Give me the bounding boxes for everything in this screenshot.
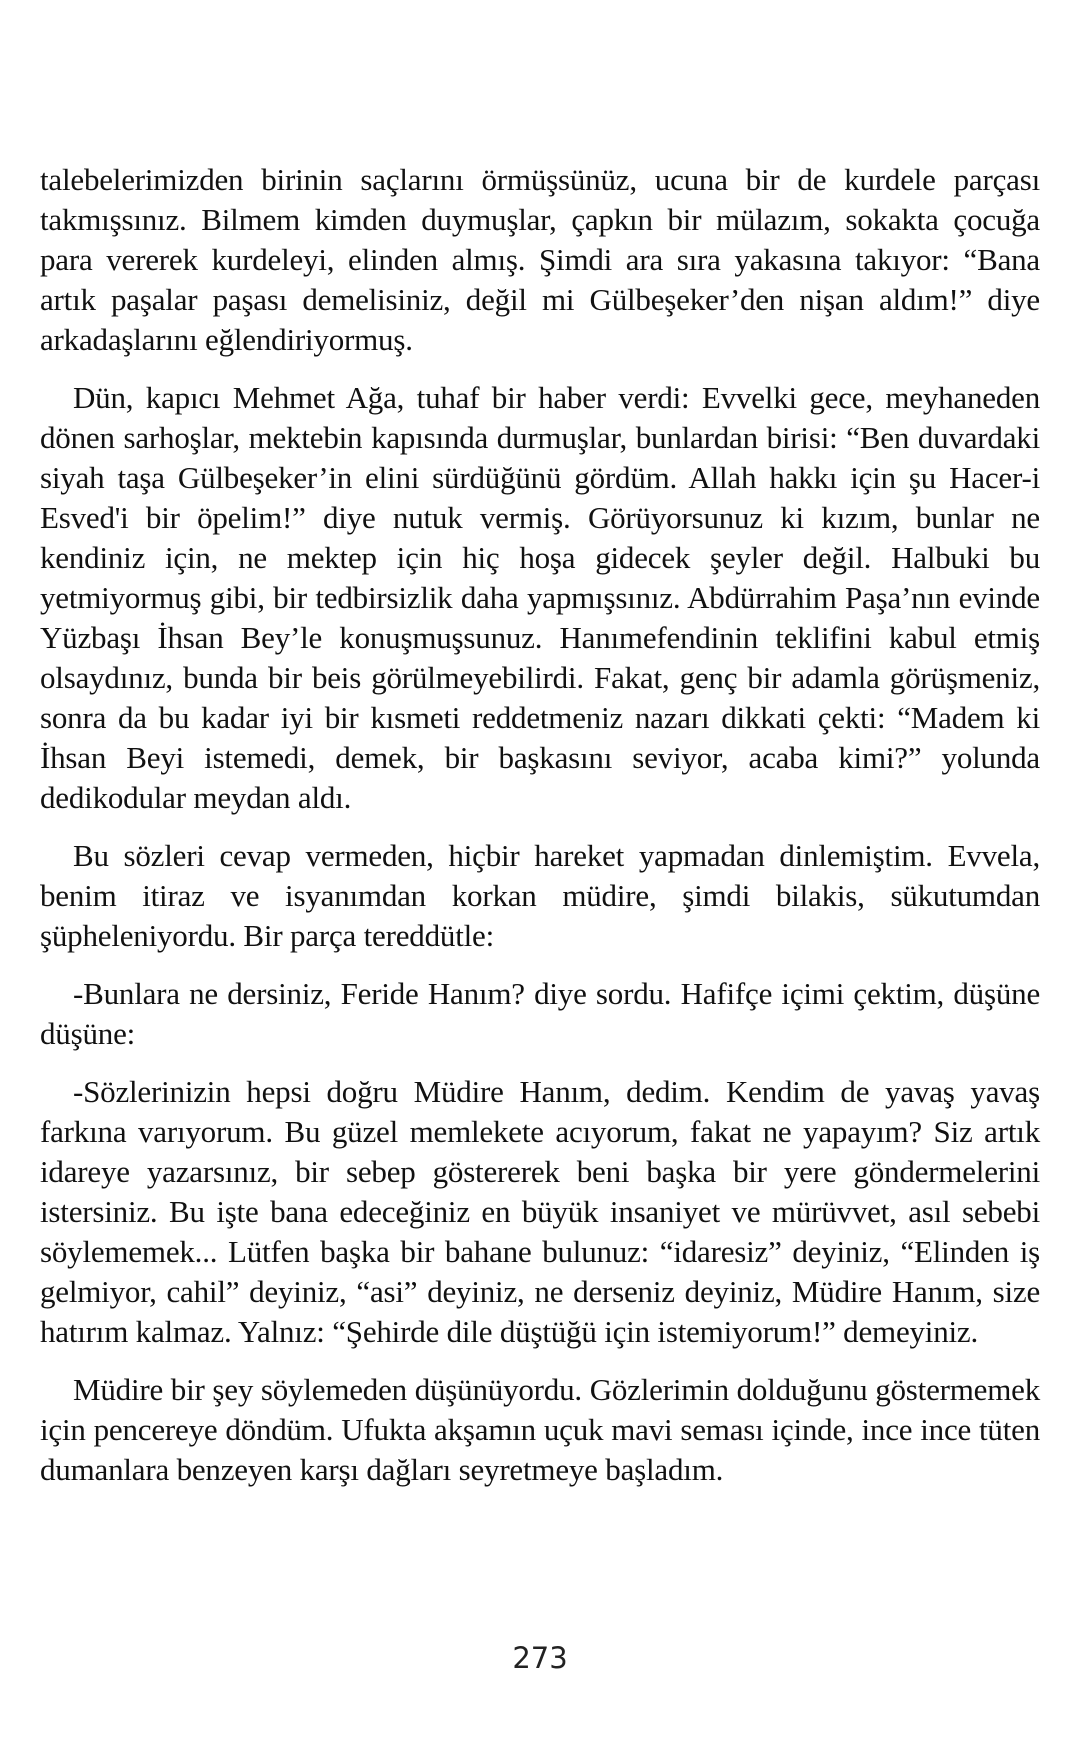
paragraph-listening: Bu sözleri cevap vermeden, hiçbir hareket yapmadan dinlemiştim. Evvela, benim itiraz ve isyanımdan korkan müdire, şimdi bilakis, sükutumdan şüpheleniyordu. Bir parça tereddütle: xyxy=(40,838,1040,953)
page-number: 273 xyxy=(512,1641,568,1675)
paragraph-closing: Müdire bir şey söylemeden düşünüyordu. Gözlerimin dolduğunu göstermemek için pencereye döndüm. Ufukta akşamın uçuk mavi seması içinde, ince ince tüten dumanlara benzeyen karşı dağları seyretmeye başladım. xyxy=(40,1372,1040,1487)
paragraph-reply: -Sözlerinizin hepsi doğru Müdire Hanım, dedim. Kendim de yavaş yavaş farkına varıyorum. Bu güzel memlekete acıyorum, fakat ne yapayım? Siz artık idareye yazarsınız, bir sebep göstererek beni başka bir yere göndermelerini istersiniz. Bu işte bana edeceğiniz en büyük insaniyet ve mürüvvet, asıl sebebi söylememek... Lütfen başka bir bahane bulunuz: “idaresiz” deyiniz, “Elinden iş gelmiyor, cahil” deyiniz, “asi” deyiniz, ne derseniz deyiniz, Müdire Hanım, size hatırım kalmaz. Yalnız: “Şehirde dile düştüğü için istemiyorum!” demeyiniz. xyxy=(40,1074,1040,1349)
paragraph-doorman-news: Dün, kapıcı Mehmet Ağa, tuhaf bir haber verdi: Evvelki gece, meyhaneden dönen sarhoşlar, mektebin kapısında durmuşlar, bunlardan birisi: “Ben duvardaki siyah taşa Gülbeşeker’in elini sürdüğünü gördüm. Allah hakkı için şu Hacer-i Esved'i bir öpelim!” diye nutuk vermiş. Görüyorsunuz ki kızım, bunlar ne kendiniz için, ne mektep için hiç hoşa gidecek şeyler değil. Halbuki bu yetmiyormuş gibi, bir tedbirsizlik daha yapmışsınız. Abdürrahim Paşa’nın evinde Yüzbaşı İhsan Bey’le konuşmuşsunuz. Hanımefendinin teklifini kabul etmiş olsaydınız, bunda bir beis görülmeyebilirdi. Fakat, genç bir adamla görüşmeniz, sonra da bu kadar iyi bir kısmeti reddetmeniz nazarı dikkati çekti: “Madem ki İhsan Beyi istemedi, demek, bir başkasını seviyor, acaba kimi?” yolunda dedikodular meydan aldı. xyxy=(40,380,1040,815)
book-page-text xyxy=(40,160,1040,1508)
paragraph-question: -Bunlara ne dersiniz, Feride Hanım? diye sordu. Hafifçe içimi çektim, düşüne düşüne: xyxy=(40,976,1040,1051)
paragraph-continuation: talebelerimizden birinin saçlarını örmüşsünüz, ucuna bir de kurdele parçası takmışsınız. Bilmem kimden duymuşlar, çapkın bir mülazım, sokakta çocuğa para vererek kurdeleyi, elinden almış. Şimdi ara sıra yakasına takıyor: “Bana artık paşalar paşası demelisiniz, değil mi Gülbeşeker’den nişan aldım!” diye arkadaşlarını eğlendiriyormuş. xyxy=(40,162,1040,357)
